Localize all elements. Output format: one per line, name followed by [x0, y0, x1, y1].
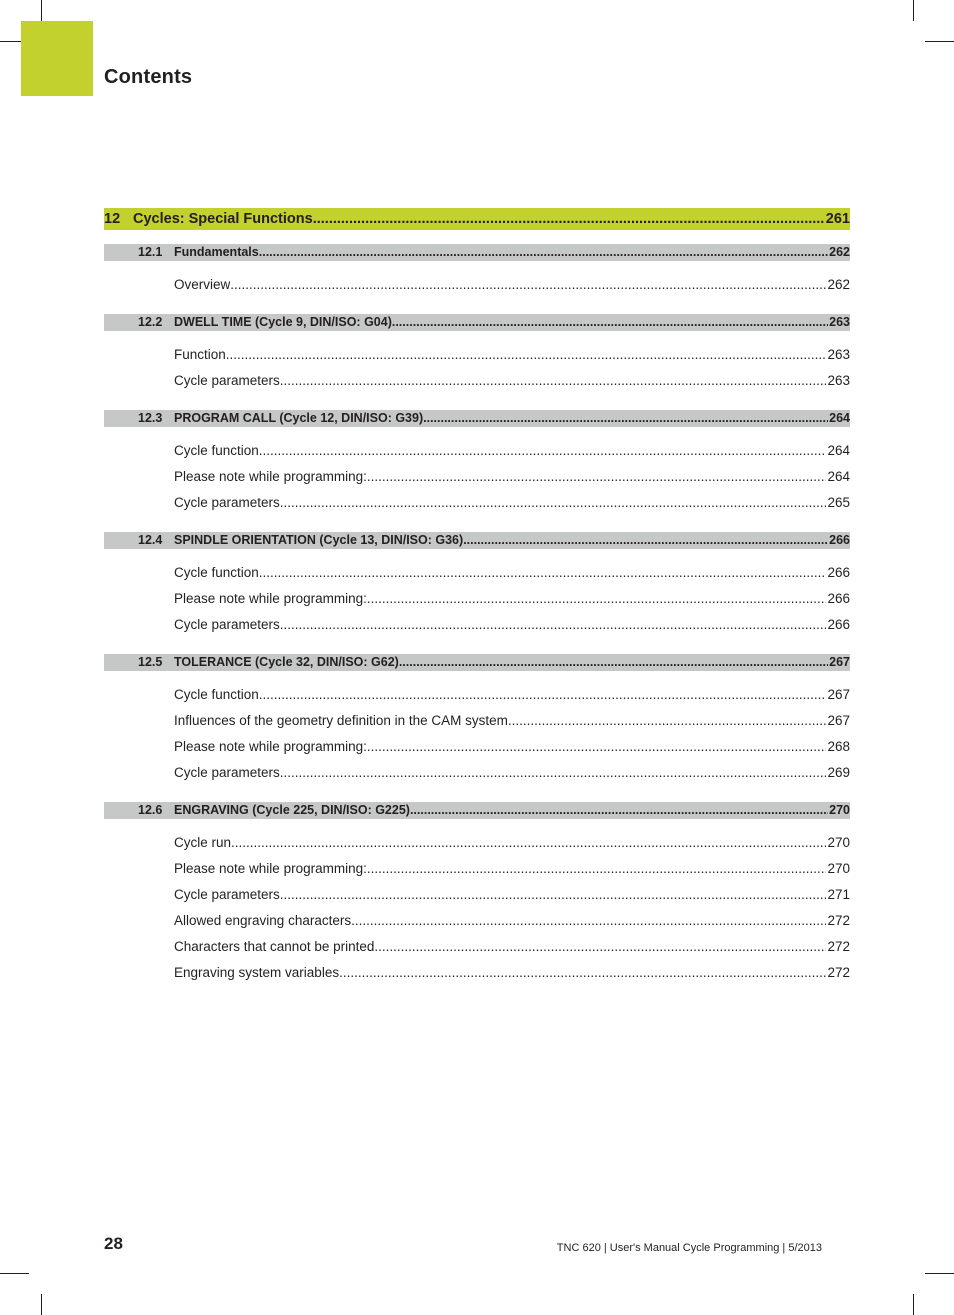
entry-label: Cycle function — [174, 687, 259, 702]
toc-entry-row[interactable] — [104, 685, 850, 705]
toc-entry-row[interactable] — [104, 833, 850, 853]
entry-label: Please note while programming: — [174, 469, 367, 484]
toc-entry-row[interactable] — [104, 275, 850, 295]
entry-label: Cycle parameters — [174, 373, 280, 388]
footer-text: TNC 620 | User's Manual Cycle Programming | 5/2013 — [556, 1242, 822, 1254]
entry-page: 272 — [827, 939, 850, 954]
chapter-title: Cycles: Special Functions — [133, 211, 313, 227]
entry-page: 269 — [827, 765, 850, 780]
leader-dots — [367, 737, 827, 757]
section-title: TOLERANCE (Cycle 32, DIN/ISO: G62) — [174, 655, 399, 669]
leader-dots — [280, 885, 827, 905]
chapter-page: 261 — [825, 211, 850, 227]
toc-section-row[interactable] — [104, 314, 850, 331]
entry-page: 266 — [827, 565, 850, 580]
page-title: Contents — [104, 66, 193, 88]
table-of-contents — [104, 208, 850, 1002]
section-number: 12.4 — [138, 533, 163, 547]
chapter-tab — [21, 21, 93, 96]
leader-dots — [367, 589, 827, 609]
toc-entry-row[interactable] — [104, 859, 850, 879]
crop-mark — [925, 41, 954, 42]
section-title: PROGRAM CALL (Cycle 12, DIN/ISO: G39) — [174, 411, 424, 425]
leader-dots — [313, 208, 825, 230]
section-number: 12.5 — [138, 655, 163, 669]
entry-page: 271 — [827, 887, 850, 902]
toc-entry-row[interactable] — [104, 763, 850, 783]
crop-mark — [913, 1294, 914, 1315]
leader-dots — [226, 345, 827, 365]
entry-page: 272 — [827, 913, 850, 928]
leader-dots — [280, 615, 827, 635]
toc-section-row[interactable] — [104, 532, 850, 549]
entry-page: 264 — [827, 443, 850, 458]
leader-dots — [280, 763, 827, 783]
entry-page: 267 — [827, 687, 850, 702]
leader-dots — [280, 493, 827, 513]
leader-dots — [374, 937, 826, 957]
leader-dots — [231, 833, 826, 853]
entry-page: 263 — [827, 373, 850, 388]
entry-label: Please note while programming: — [174, 739, 367, 754]
entry-page: 265 — [827, 495, 850, 510]
entry-label: Influences of the geometry definition in the CAM system — [174, 713, 508, 728]
entry-label: Cycle parameters — [174, 495, 280, 510]
leader-dots — [351, 911, 826, 931]
leader-dots — [423, 410, 828, 427]
toc-entry-row[interactable] — [104, 467, 850, 487]
section-page: 270 — [829, 803, 850, 817]
leader-dots — [280, 371, 827, 391]
entry-label: Characters that cannot be printed — [174, 939, 375, 954]
crop-mark — [925, 1273, 954, 1274]
toc-entry-row[interactable] — [104, 911, 850, 931]
entry-label: Cycle parameters — [174, 887, 280, 902]
toc-entry-row[interactable] — [104, 737, 850, 757]
leader-dots — [508, 711, 827, 731]
crop-mark — [913, 0, 914, 21]
crop-mark — [41, 1294, 42, 1315]
entry-label: Cycle parameters — [174, 765, 280, 780]
toc-entry-row[interactable] — [104, 345, 850, 365]
entry-label: Cycle function — [174, 443, 259, 458]
section-number: 12.6 — [138, 803, 163, 817]
section-title: DWELL TIME (Cycle 9, DIN/ISO: G04) — [174, 315, 392, 329]
leader-dots — [259, 563, 827, 583]
leader-dots — [259, 244, 828, 261]
section-title: ENGRAVING (Cycle 225, DIN/ISO: G225) — [174, 803, 410, 817]
entry-page: 263 — [827, 347, 850, 362]
toc-entry-row[interactable] — [104, 589, 850, 609]
toc-entry-row[interactable] — [104, 563, 850, 583]
section-title: SPINDLE ORIENTATION (Cycle 13, DIN/ISO: G36) — [174, 533, 464, 547]
toc-entry-row[interactable] — [104, 441, 850, 461]
entry-page: 267 — [827, 713, 850, 728]
crop-mark — [0, 1273, 29, 1274]
section-number: 12.1 — [138, 245, 163, 259]
crop-mark — [41, 0, 42, 21]
toc-entry-row[interactable] — [104, 885, 850, 905]
leader-dots — [410, 802, 828, 819]
entry-label: Engraving system variables — [174, 965, 340, 980]
entry-label: Cycle parameters — [174, 617, 280, 632]
toc-section-row[interactable] — [104, 802, 850, 819]
leader-dots — [463, 532, 828, 549]
section-page: 264 — [829, 411, 850, 425]
entry-page: 264 — [827, 469, 850, 484]
page-number: 28 — [104, 1234, 123, 1253]
toc-section-row[interactable] — [104, 654, 850, 671]
section-page: 262 — [829, 245, 850, 259]
leader-dots — [259, 441, 827, 461]
entry-label: Cycle run — [174, 835, 232, 850]
leader-dots — [339, 963, 826, 983]
toc-section-row[interactable] — [104, 244, 850, 261]
entry-page: 268 — [827, 739, 850, 754]
toc-entry-row[interactable] — [104, 615, 850, 635]
leader-dots — [367, 859, 827, 879]
chapter-number: 12 — [104, 211, 121, 227]
section-page: 267 — [829, 655, 850, 669]
entry-page: 266 — [827, 591, 850, 606]
entry-page: 266 — [827, 617, 850, 632]
entry-page: 270 — [827, 835, 850, 850]
entry-page: 270 — [827, 861, 850, 876]
toc-section-row[interactable] — [104, 410, 850, 427]
section-title: Fundamentals — [174, 245, 259, 259]
leader-dots — [399, 654, 828, 671]
toc-entry-row[interactable] — [104, 371, 850, 391]
entry-page: 272 — [827, 965, 850, 980]
leader-dots — [230, 275, 826, 295]
section-page: 263 — [829, 315, 850, 329]
section-page: 266 — [829, 533, 850, 547]
toc-entry-row[interactable] — [104, 963, 850, 983]
section-number: 12.2 — [138, 315, 163, 329]
entry-label: Cycle function — [174, 565, 259, 580]
toc-sections — [104, 244, 850, 983]
leader-dots — [392, 314, 828, 331]
section-number: 12.3 — [138, 411, 163, 425]
entry-page: 262 — [827, 277, 850, 292]
leader-dots — [259, 685, 827, 705]
leader-dots — [367, 467, 827, 487]
toc-chapter-row[interactable] — [104, 208, 850, 230]
toc-entry-row[interactable] — [104, 937, 850, 957]
entry-label: Allowed engraving characters — [174, 913, 352, 928]
entry-label: Please note while programming: — [174, 861, 367, 876]
entry-label: Overview — [174, 277, 231, 292]
entry-label: Please note while programming: — [174, 591, 367, 606]
toc-entry-row[interactable] — [104, 493, 850, 513]
toc-entry-row[interactable] — [104, 711, 850, 731]
entry-label: Function — [174, 347, 226, 362]
